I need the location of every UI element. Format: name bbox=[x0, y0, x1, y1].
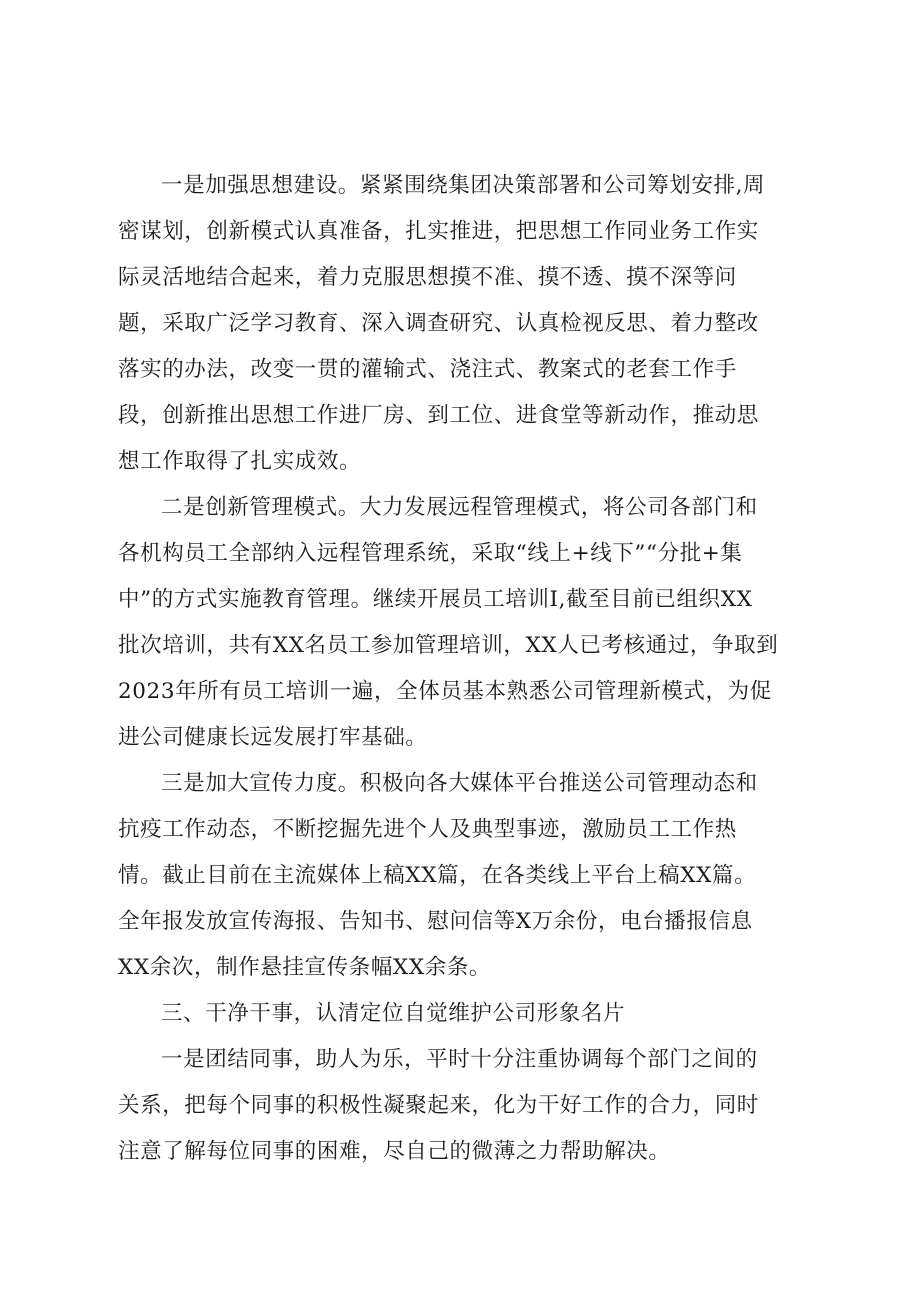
paragraph-strengthen-thought bbox=[118, 163, 818, 485]
text-line: 想工作取得了扎实成效。 bbox=[118, 449, 362, 474]
paragraph-unite-colleagues bbox=[118, 1037, 818, 1175]
text-line: 2023年所有员工培训一遍，全体员基本熟悉公司管理新模式，为促 bbox=[118, 679, 772, 704]
text-line: 二是创新管理模式。大力发展远程管理模式，将公司各部门和 bbox=[161, 495, 758, 520]
text-line: 中”的方式实施教育管理。继续开展员工培训I,截至目前已组织XX bbox=[118, 587, 753, 612]
text-line: 注意了解每位同事的困难，尽自己的微薄之力帮助解决。 bbox=[118, 1139, 671, 1164]
text-line: 三是加大宣传力度。积极向各大媒体平台推送公司管理动态和 bbox=[161, 771, 758, 796]
document-body bbox=[118, 163, 818, 1175]
text-line: 段，创新推出思想工作进厂房、到工位、进食堂等新动作，推动思 bbox=[118, 403, 759, 428]
text-line: 关系，把每个同事的积极性凝聚起来，化为干好工作的合力，同时 bbox=[118, 1093, 759, 1118]
text-line: XX余次，制作悬挂宣传条幅XX余条。 bbox=[118, 955, 492, 980]
paragraph-innovate-management bbox=[118, 485, 818, 761]
text-line: 际灵活地结合起来，着力克服思想摸不准、摸不透、摸不深等问 bbox=[118, 265, 737, 290]
text-line: 一是团结同事，助人为乐，平时十分注重协调每个部门之间的 bbox=[161, 1047, 758, 1072]
section-heading bbox=[118, 991, 818, 1037]
text-line: 抗疫工作动态，不断挖掘先进个人及典型事迹，激励员工工作热 bbox=[118, 817, 737, 842]
text-line: 各机构员工全部纳入远程管理系统，采取“线上+线下”“分批+集 bbox=[118, 541, 743, 566]
text-line: 一是加强思想建设。紧紧围绕集团决策部署和公司筹划安排,周 bbox=[161, 173, 766, 198]
text-line: 情。截止目前在主流媒体上稿XX篇，在各类线上平台上稿XX篇。 bbox=[118, 863, 757, 888]
text-line: 进公司健康长远发展打牢基础。 bbox=[118, 725, 428, 750]
text-line: 题，采取广泛学习教育、深入调查研究、认真检视反思、着力整改 bbox=[118, 311, 759, 336]
text-line: 落实的办法，改变一贯的灌输式、浇注式、教案式的老套工作手 bbox=[118, 357, 737, 382]
paragraph-publicity bbox=[118, 761, 818, 991]
text-line: 密谋划，创新模式认真准备，扎实推进，把思想工作同业务工作实 bbox=[118, 219, 759, 244]
text-line: 全年报发放宣传海报、告知书、慰问信等X万余份，电台播报信息 bbox=[118, 909, 753, 934]
heading-line: 三、干净干事，认清定位自觉维护公司形象名片 bbox=[161, 1001, 626, 1026]
text-line: 批次培训，共有XX名员工参加管理培训，XX人已考核通过，争取到 bbox=[118, 633, 779, 658]
